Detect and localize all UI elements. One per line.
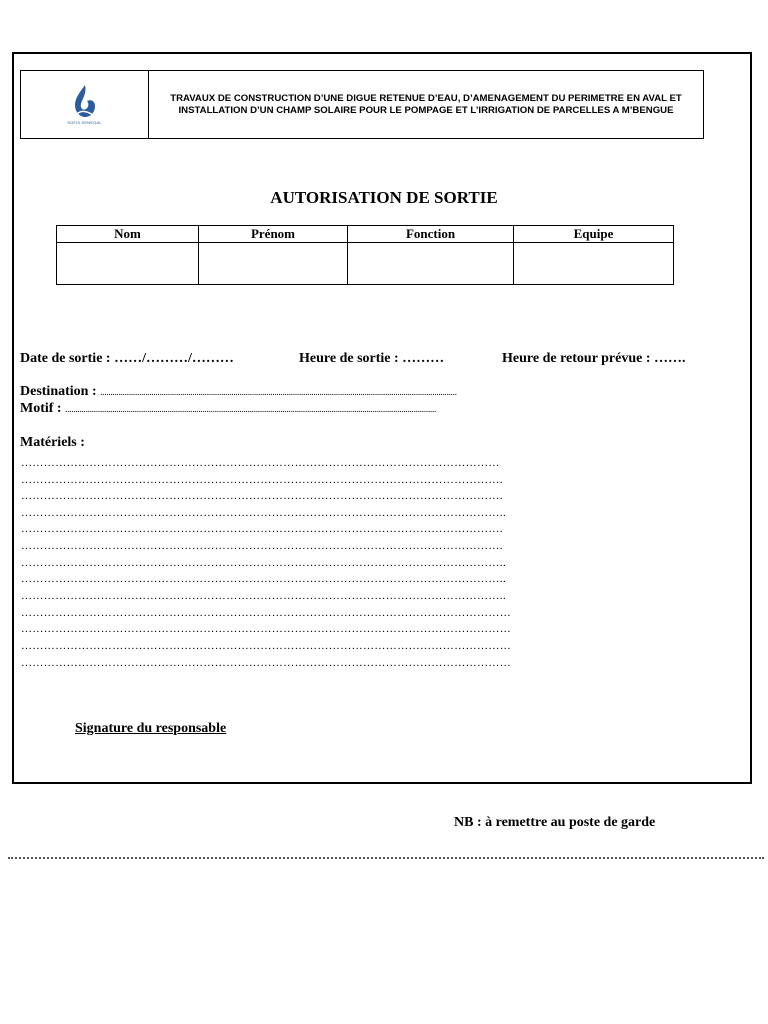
materiels-line[interactable]: …………………………………………………………………………………………………………………	[21, 640, 512, 652]
materiels-line[interactable]: ………………………………………………………………………………………………………………..	[21, 590, 507, 602]
materiels-line[interactable]: …………………………………………………………………………………………………………………	[21, 657, 512, 669]
project-title: TRAVAUX DE CONSTRUCTION D’UNE DIGUE RETENUE D’EAU, D’AMENAGEMENT DU PERIMETRE EN AVAL ET INSTALLATION D’UN CHAMP SOLAIRE POUR LE POMPAGE ET L’IRRIGATION DE PARCELLES A M’BENGUE	[170, 92, 682, 116]
form-frame	[12, 52, 752, 784]
table-row	[57, 243, 674, 285]
company-logo-icon	[71, 84, 99, 118]
column-header-fonction: Fonction	[348, 226, 514, 243]
nb-note: NB : à remettre au poste de garde	[454, 815, 656, 830]
materiels-line[interactable]: ……………………………………………………………………………………………………………….	[21, 523, 503, 535]
logo-cell	[21, 71, 149, 138]
destination-field[interactable]	[20, 384, 457, 400]
materiels-line[interactable]: ………………………………………………………………………………………………………………..	[21, 557, 507, 569]
table-header-row	[57, 226, 674, 243]
staff-table	[56, 225, 674, 285]
cell-nom[interactable]	[57, 243, 199, 285]
materiels-label: Matériels :	[20, 435, 85, 450]
logo-caption: SOFIS SENEGAL	[67, 120, 102, 125]
date-sortie-field[interactable]: Date de sortie : ……/………/………	[20, 351, 234, 366]
destination-dots: ..............................................................................................................................................................................	[100, 387, 457, 397]
column-header-equipe: Equipe	[514, 226, 674, 243]
motif-field[interactable]	[20, 401, 436, 417]
column-header-nom: Nom	[57, 226, 199, 243]
materiels-line[interactable]: ………………………………………………………………………………………………………………..	[21, 507, 507, 519]
materiels-line[interactable]: ………………………………………………………………………………………………………………	[21, 457, 500, 469]
document-title: AUTORISATION DE SORTIE	[270, 188, 498, 207]
motif-dots: .....................................................................................................................................................................................	[65, 404, 437, 414]
destination-label: Destination :	[20, 384, 97, 399]
cell-equipe[interactable]	[514, 243, 674, 285]
header-box	[20, 70, 704, 139]
motif-label: Motif :	[20, 401, 62, 416]
cut-line	[8, 857, 764, 859]
cell-fonction[interactable]	[348, 243, 514, 285]
materiels-line[interactable]: ………………………………………………………………………………………………………………..	[21, 573, 507, 585]
signature-label: Signature du responsable	[75, 721, 227, 736]
column-header-prenom: Prénom	[199, 226, 348, 243]
cell-prenom[interactable]	[199, 243, 348, 285]
materiels-line[interactable]: …………………………………………………………………………………………………………………	[21, 623, 512, 635]
materiels-line[interactable]: ……………………………………………………………………………………………………………….	[21, 540, 503, 552]
materiels-line[interactable]: …………………………………………………………………………………………………………………	[21, 607, 512, 619]
materiels-line[interactable]: ……………………………………………………………………………………………………………….	[21, 474, 503, 486]
materiels-line[interactable]: ……………………………………………………………………………………………………………….	[21, 490, 503, 502]
heure-sortie-field[interactable]: Heure de sortie : ………	[299, 351, 445, 366]
heure-retour-field[interactable]: Heure de retour prévue : …….	[502, 351, 686, 366]
